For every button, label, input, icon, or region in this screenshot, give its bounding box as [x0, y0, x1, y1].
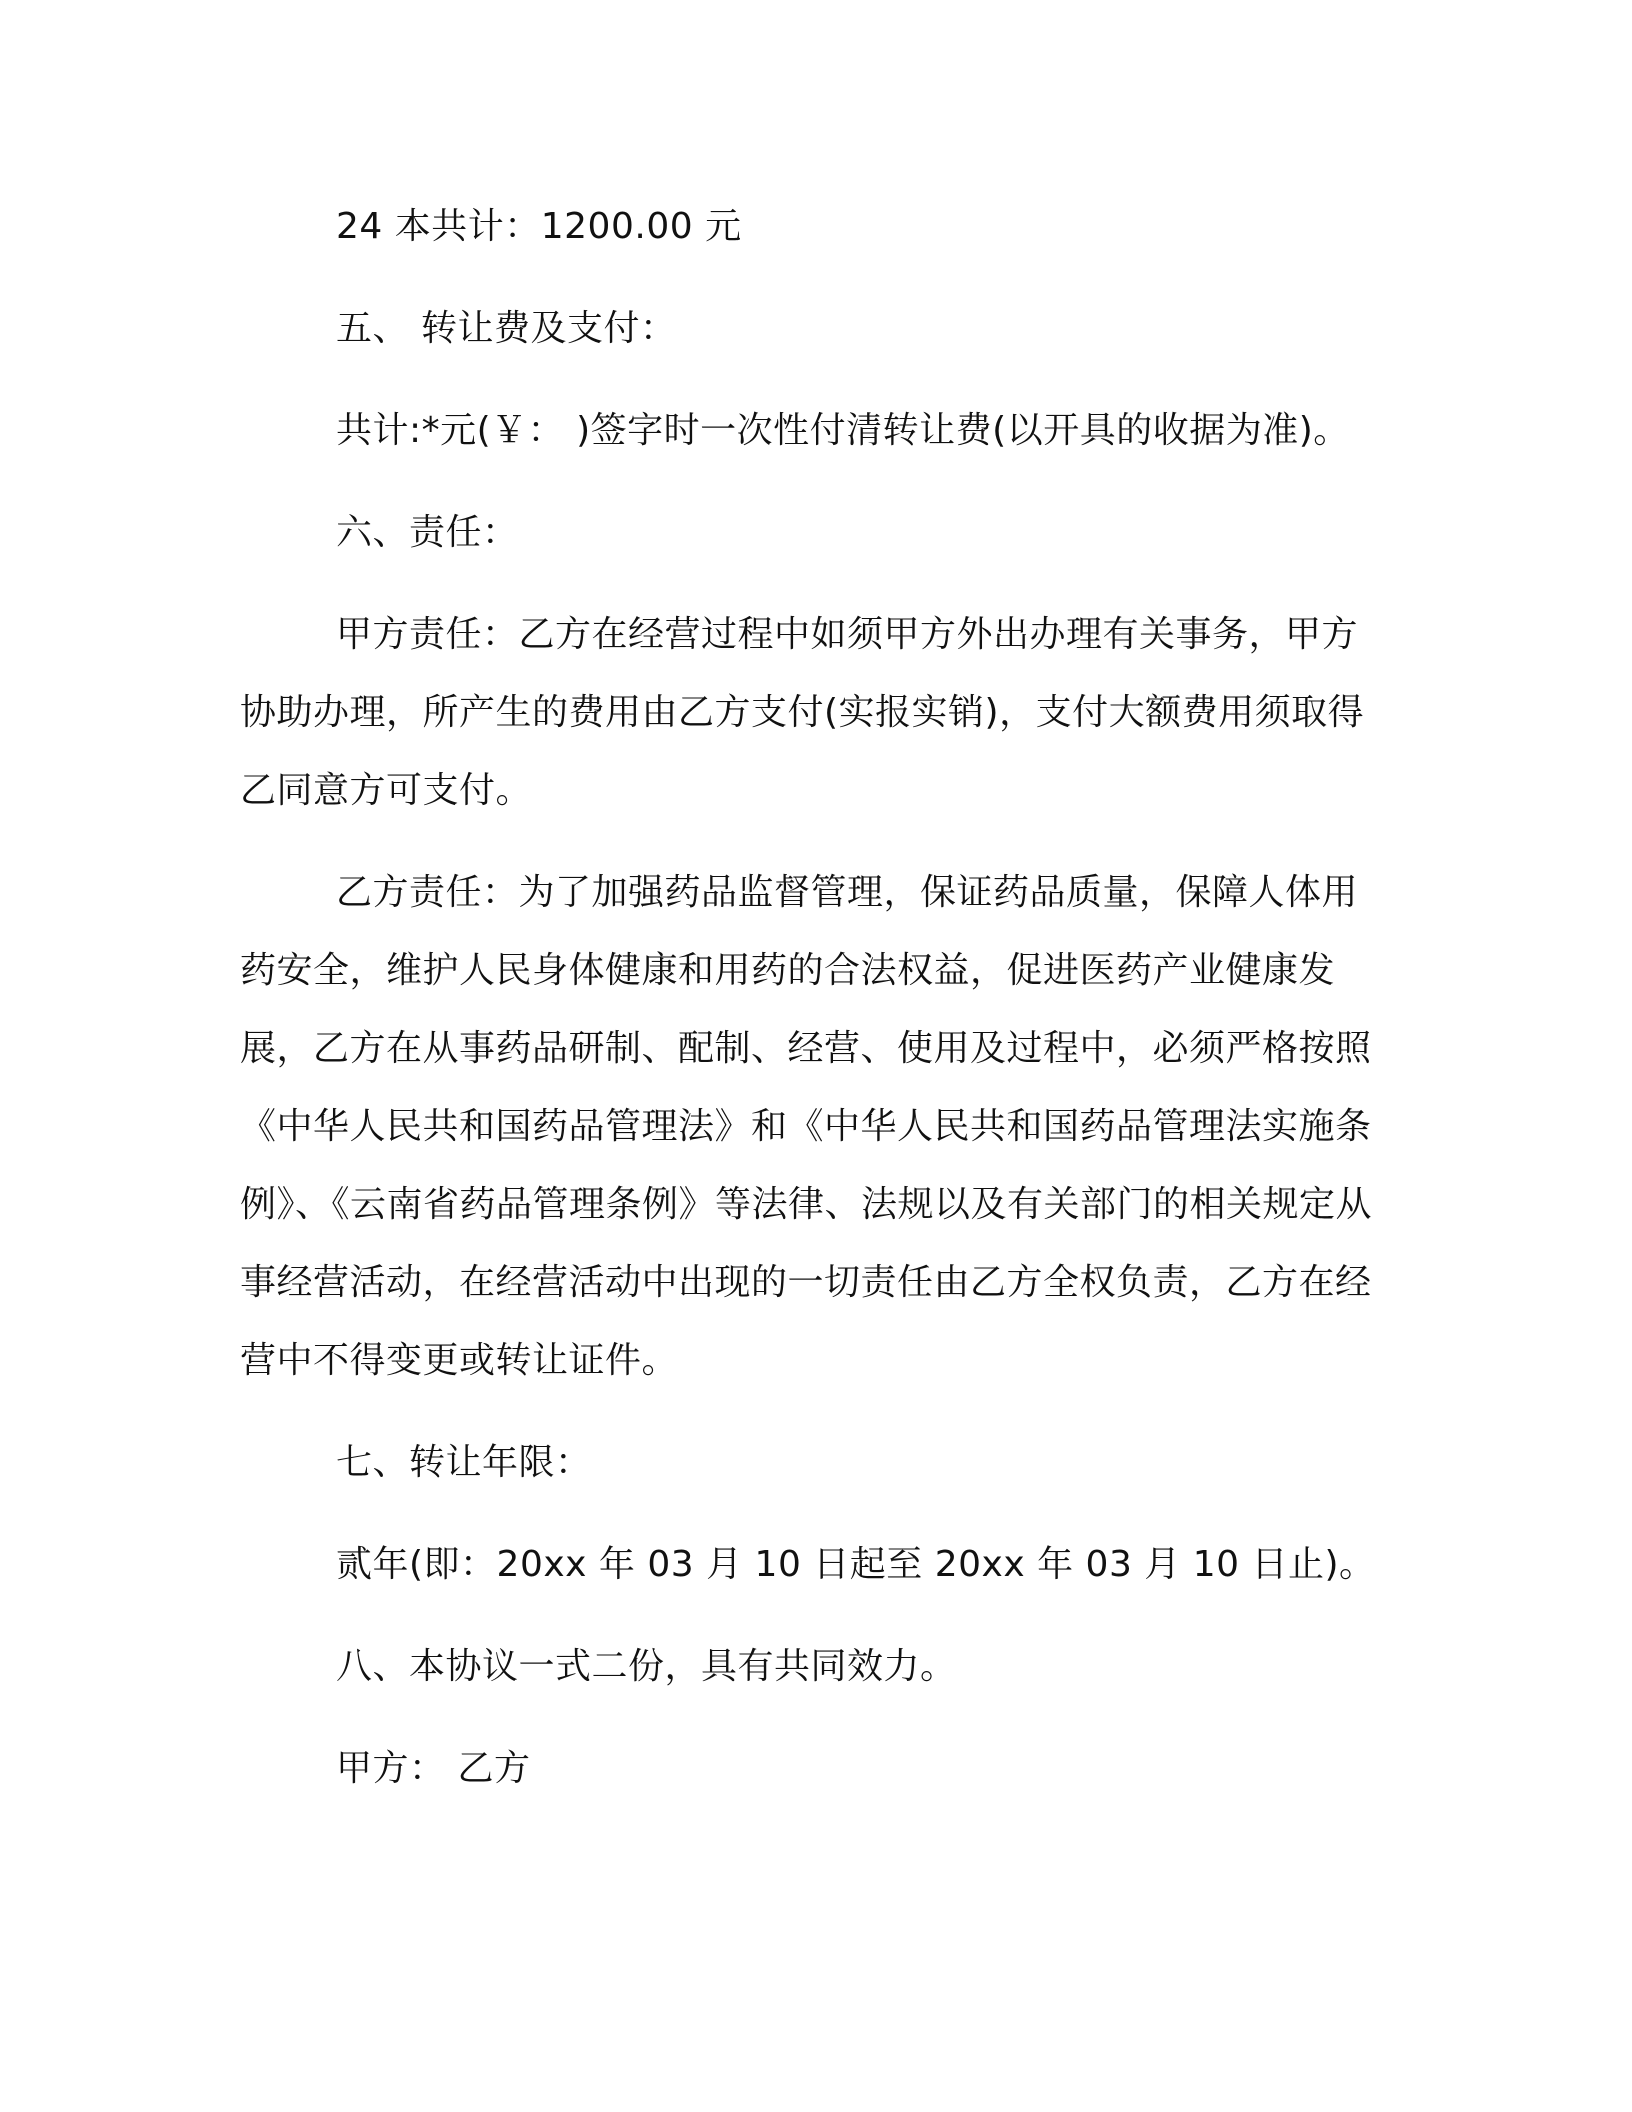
signature-line: 甲方： 乙方: [336, 1748, 531, 1789]
paragraph-transfer-term: 贰年(即：20xx 年 03 月 10 日起至 20xx 年 03 月 10 日止)。: [336, 1544, 1376, 1585]
section-seven-heading: 七、转让年限：: [336, 1442, 592, 1483]
paragraph-party-a-responsibility: 甲方责任：乙方在经营过程中如须甲方外出办理有关事务，甲方协助办理，所产生的费用由乙方支付(实报实销)，支付大额费用须取得乙同意方可支付。: [240, 614, 1365, 811]
paragraph-payment: 共计:*元(￥： )签字时一次性付清转让费(以开具的收据为准)。: [336, 410, 1350, 451]
section-eight-copies: 八、本协议一式二份，具有共同效力。: [336, 1646, 957, 1687]
paragraph-party-b-responsibility: 乙方责任：为了加强药品监督管理，保证药品质量，保障人体用药安全，维护人民身体健康和用药的合法权益，促进医药产业健康发展，乙方在从事药品研制、配制、经营、使用及过程中，必须严格按照《中华人民共和国药品管理法》和《中华人民共和国药品管理法实施条例》、《云南省药品管理条例》等法律、法规以及有关部门的相关规定从事经营活动，在经营活动中出现的一切责任由乙方全权负责，乙方在经营中不得变更或转让证件。: [240, 872, 1373, 1381]
paragraph-total-amount: 24 本共计：1200.00 元: [336, 206, 742, 247]
section-five-heading: 五、 转让费及支付：: [336, 308, 677, 349]
section-six-heading: 六、责任：: [336, 512, 519, 553]
document-body: [240, 188, 1390, 1808]
